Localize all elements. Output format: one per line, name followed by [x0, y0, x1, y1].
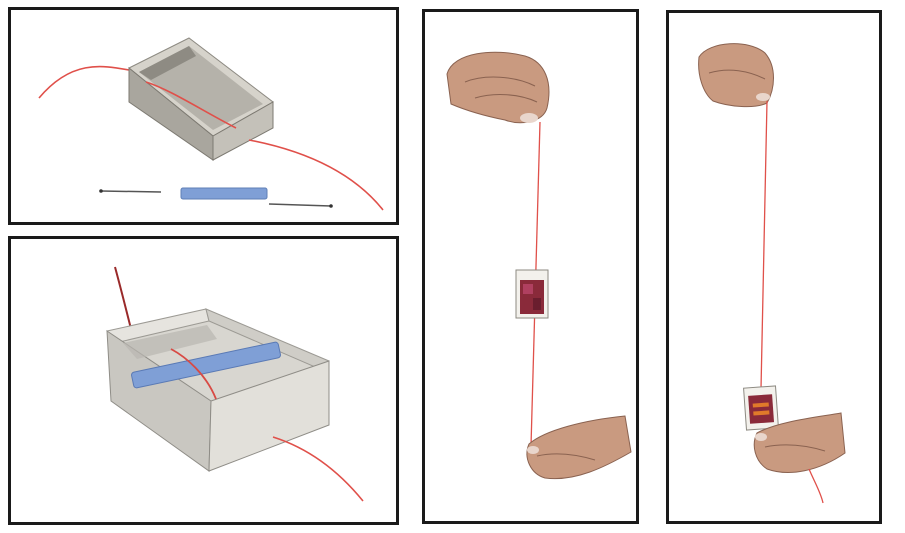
panel-hanging-box [422, 9, 639, 524]
pin-left [101, 191, 161, 192]
thread [761, 101, 767, 389]
thread-out [273, 437, 363, 501]
straw-piece [181, 188, 267, 199]
panel-materials [8, 7, 399, 225]
hanging-box-illustration [425, 12, 636, 521]
upper-hand [447, 52, 549, 123]
lower-hand [527, 416, 631, 479]
matchbox-tray [129, 38, 273, 160]
panel-sliding-box [666, 10, 882, 524]
upper-hand [699, 44, 774, 107]
thread-top [115, 267, 131, 329]
matchbox [744, 386, 779, 430]
panel-assembled-box [8, 236, 399, 525]
pin-right [269, 204, 331, 206]
thread [39, 67, 129, 98]
sliding-box-illustration [669, 13, 879, 521]
materials-illustration [11, 10, 396, 222]
thread-tail [809, 469, 823, 503]
assembled-box-illustration [11, 239, 396, 522]
matchbox [516, 270, 548, 318]
thread-right [249, 140, 383, 210]
